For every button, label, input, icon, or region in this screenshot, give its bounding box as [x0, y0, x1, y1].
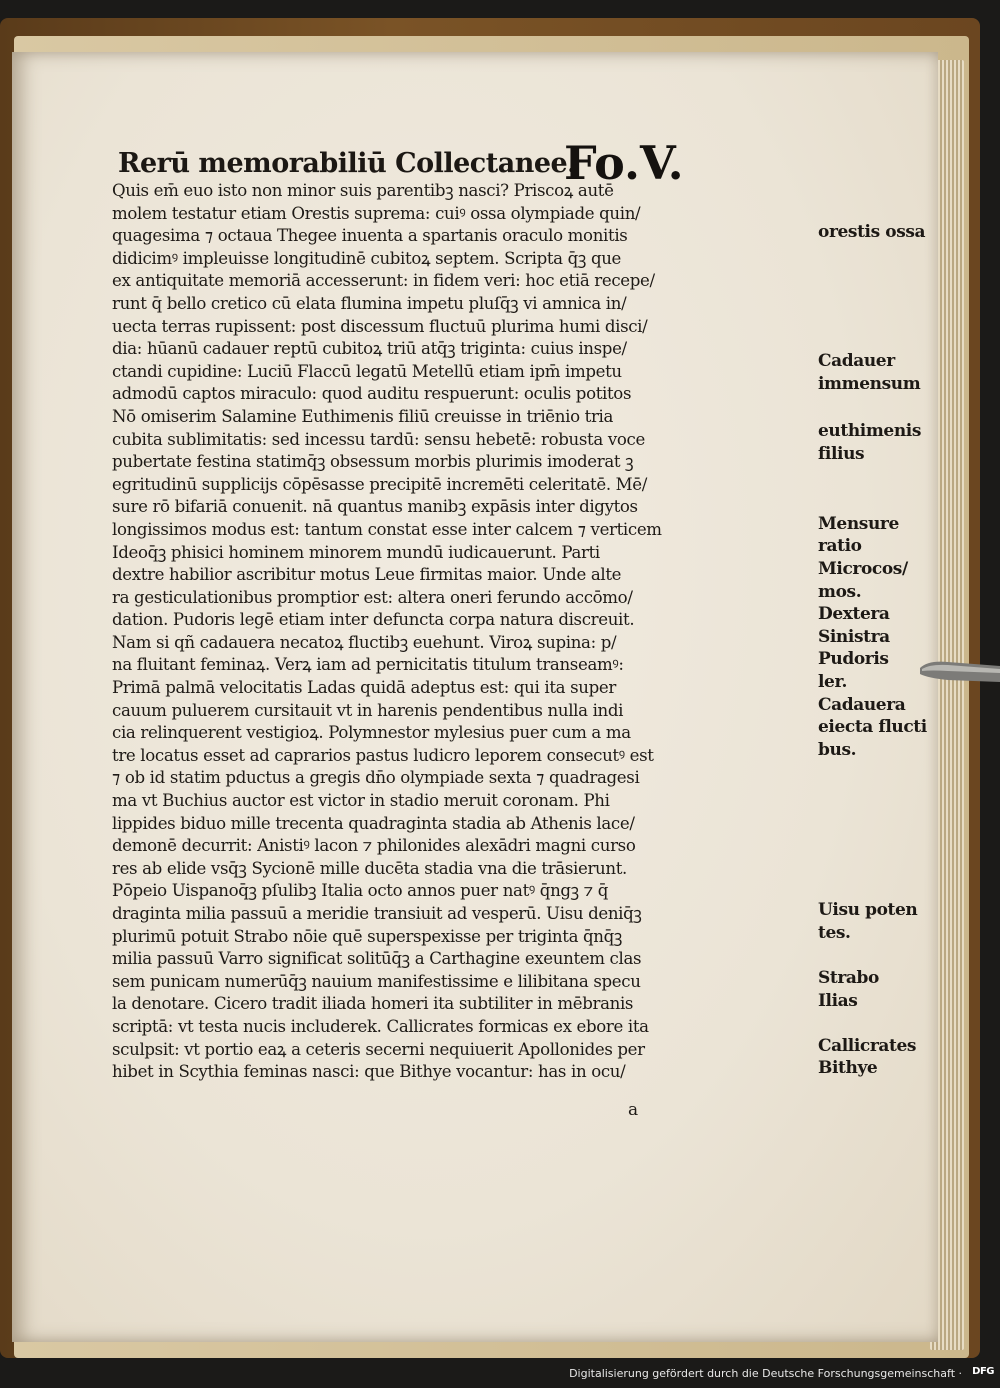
text-line: hibet in Scythia feminas nasci: que Bithye vocantur: has in ocu/ — [112, 1062, 626, 1082]
text-line: la denotare. Cicero tradit iliada homeri ita subtiliter in mēbranis — [112, 994, 634, 1014]
text-line: ex antiquitate memoriā accesserunt: in fidem veri: hoc etiā recepe/ — [112, 271, 655, 291]
text-line: quagesima ⁊ octaua Thegee inuenta a spartanis oraculo monitis — [112, 226, 628, 246]
marginal-note: Sinistra — [818, 626, 890, 647]
marginal-note: Uisu poten — [818, 900, 918, 921]
footer-bar — [0, 1360, 1000, 1388]
marginal-note: mos. — [818, 581, 862, 602]
folio-number: Fo.V. — [564, 136, 684, 190]
marginal-note: orestis ossa — [818, 222, 926, 243]
text-line: Pōpeio Uispanoq̄ꝫ pſulibꝫ Italia octo annos puer natꝰ q̄ngꝫ ⁊ q̄ — [112, 881, 609, 901]
text-line: Primā palmā velocitatis Ladas quidā adeptus est: qui ita super — [112, 678, 616, 698]
page-holder-clip-icon — [918, 656, 1000, 690]
text-line: runt q̄ bello cretico cū elata flumina impetu pluſq̄ꝫ vi amnica in/ — [112, 293, 627, 313]
text-line: Nō omiserim Salamine Euthimenis filiū creuisse in triēnio tria — [112, 406, 614, 426]
dfg-logo-icon: DFG — [972, 1366, 994, 1377]
marginal-note: Cadauera — [818, 694, 906, 715]
text-line: pubertate festina statimq̄ꝫ obsessum morbis plurimis imoderat ꝫ — [112, 452, 634, 472]
text-line: sculpsit: vt portio eaꝝ a ceteris secerni nequiuerit Apollonides per — [112, 1039, 645, 1059]
text-line: scriptā: vt testa nucis includerek. Callicrates formicas ex ebore ita — [112, 1016, 649, 1036]
text-line: lippides biduo mille trecenta quadraginta stadia ab Athenis lace/ — [112, 813, 635, 833]
marginal-note: tes. — [818, 922, 851, 943]
text-line: molem testatur etiam Orestis suprema: cuiꝰ ossa olympiade quin/ — [112, 203, 641, 223]
text-line: uecta terras rupissent: post discessum fluctuū plurima humi disci/ — [112, 316, 648, 336]
marginal-note: Strabo — [818, 968, 879, 988]
text-line: dia: hūanū cadauer reptū cubitoꝝ triū atq̄ꝫ triginta: cuius inspe/ — [112, 339, 627, 359]
text-line: sure rō bifariā conuenit. nā quantus manibꝫ expāsis inter digytos — [112, 497, 638, 517]
text-line: didicimꝰ impleuisse longitudinē cubitoꝝ septem. Scripta q̄ꝫ que — [112, 248, 622, 268]
text-line: milia passuū Varro significat solitūq̄ꝫ a Carthagine exeuntem clas — [112, 949, 642, 969]
marginal-note: euthimenis — [818, 421, 922, 442]
text-line: admodū captos miraculo: quod auditu respuerunt: oculis potitos — [112, 384, 632, 404]
text-line: egritudinū supplicijs cōpēsasse precipitē incremēti celeritatē. Mē/ — [112, 474, 648, 494]
text-line: ra gesticulationibus promptior est: altera oneri ferundo accōmo/ — [112, 587, 633, 607]
text-line: cia relinquerent vestigioꝝ. Polymnestor mylesius puer cum a ma — [112, 723, 631, 743]
funding-credit: Digitalisierung gefördert durch die Deutsche Forschungsgemeinschaft · — [569, 1367, 962, 1380]
text-line: cauum puluerem cursitauit vt in harenis pendentibus nulla indi — [112, 700, 624, 720]
text-line: ctandi cupidine: Luciū Flaccū legatū Metellū etiam ipm̄ impetu — [112, 361, 622, 381]
text-line: sem punicam numerūq̄ꝫ nauium manifestissime e lilibitana specu — [112, 971, 641, 991]
text-line: ⁊ ob id statim pductus a gregis dn̄o olympiade sexta ⁊ quadragesi — [112, 768, 640, 788]
marginal-note: Cadauer — [818, 351, 895, 372]
text-line: dextre habilior ascribitur motus Leue firmitas maior. Unde alte — [112, 565, 622, 585]
text-line: dation. Pudoris legē etiam inter defuncta corpa natura discreuit. — [112, 610, 635, 630]
marginal-note: Mensure — [818, 513, 899, 534]
marginal-note: Bithye — [818, 1058, 878, 1079]
signature-mark: a — [628, 1100, 639, 1120]
text-line: longissimos modus est: tantum constat esse inter calcem ⁊ verticem — [112, 519, 662, 539]
text-line: cubita sublimitatis: sed incessu tardū: sensu hebetē: robusta voce — [112, 429, 645, 449]
marginal-note: Callicrates — [818, 1035, 917, 1056]
text-line: res ab elide vsq̄ꝫ Sycionē mille ducēta stadia vna die trāsierunt. — [112, 858, 627, 878]
text-line: Nam si qñ cadauera necatoꝝ fluctibꝫ euehunt. Viroꝝ supina: p/ — [112, 632, 617, 652]
text-line: na fluitant feminaꝝ. Verꝝ iam ad pernicitatis titulum transeamꝰ: — [112, 655, 624, 675]
marginal-note: Dextera — [818, 604, 890, 625]
running-title: Rerū memorabiliū Collectanee. — [118, 148, 577, 179]
main-text-block — [112, 180, 927, 1084]
marginal-note: bus. — [818, 739, 857, 760]
text-line: Quis em̄ euo isto non minor suis parentibꝫ nasci? Priscoꝝ autē — [112, 181, 614, 200]
marginal-note: Microcos/ — [818, 558, 908, 579]
text-line: tre locatus esset ad caprarios pastus ludicro leporem consecutꝰ est — [112, 745, 654, 765]
marginal-note: Ilias — [818, 990, 858, 1011]
marginal-note: filius — [818, 443, 865, 464]
marginal-note: ratio — [818, 536, 862, 557]
text-line: Ideoq̄ꝫ phisici hominem minorem mundū iudicauerunt. Parti — [112, 542, 600, 562]
text-line: plurimū potuit Strabo nōie quē superspexisse per triginta q̄nq̄ꝫ — [112, 926, 623, 946]
marginal-note: eiecta flucti — [818, 717, 927, 738]
text-line: draginta milia passuū a meridie transiuit ad vesperū. Uisu deniq̄ꝫ — [112, 904, 642, 923]
marginal-note: Pudoris — [818, 649, 889, 670]
marginal-note: ler. — [818, 671, 847, 692]
marginal-note: immensum — [818, 373, 921, 394]
text-line: demonē decurrit: Anistiꝰ lacon ⁊ philonides alexādri magni curso — [112, 836, 636, 856]
text-line: ma vt Buchius auctor est victor in stadio meruit coronam. Phi — [112, 791, 610, 811]
